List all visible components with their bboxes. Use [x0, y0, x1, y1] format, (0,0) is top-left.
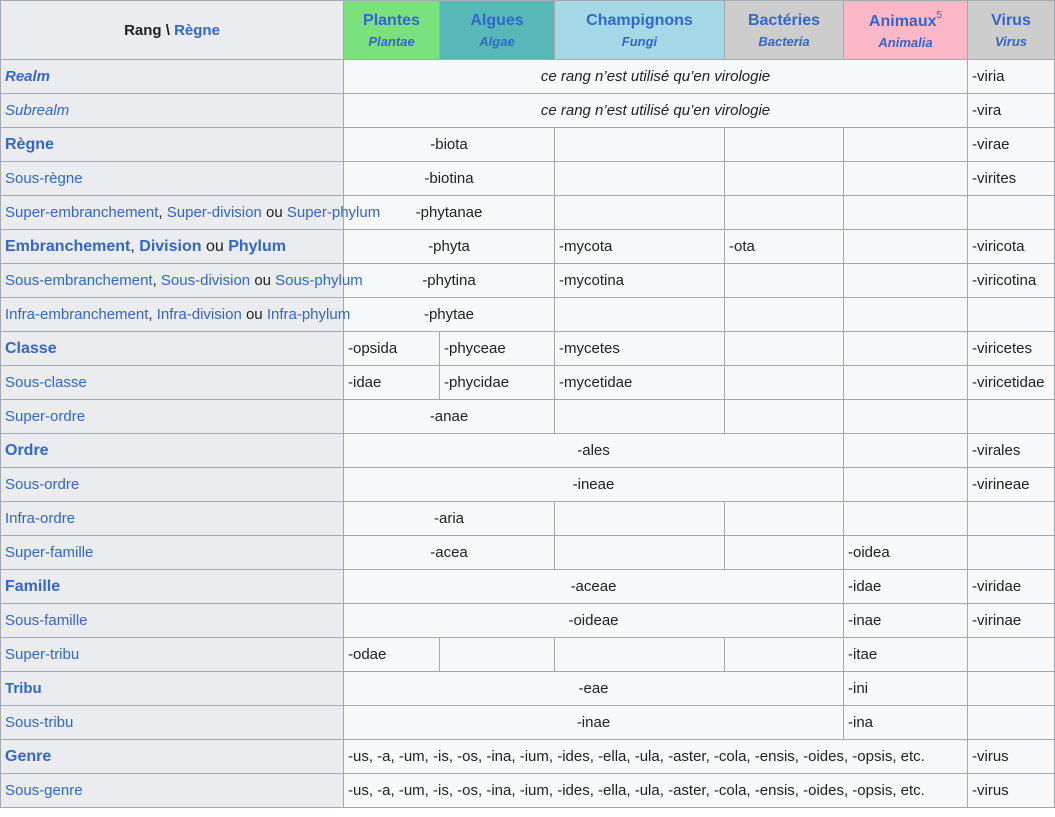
rank-cell	[1, 128, 344, 162]
kingdom-header-champignons	[555, 1, 725, 60]
row-sous-regne	[1, 162, 1055, 196]
kingdom-header-algues	[440, 1, 555, 60]
empty-cell	[555, 536, 725, 570]
row-sous-tribu	[1, 706, 1055, 740]
suffix-cell: -ales	[344, 434, 844, 468]
rank-cell	[1, 60, 344, 94]
rank-link[interactable]: Infra-division	[156, 306, 242, 323]
virus-suffix-cell: -viria	[968, 60, 1055, 94]
row-famille	[1, 570, 1055, 604]
rank-cell	[1, 604, 344, 638]
comma: ,	[148, 306, 157, 323]
empty-cell	[725, 332, 844, 366]
empty-cell	[555, 196, 725, 230]
kingdom-name-link[interactable]: Algues	[470, 11, 524, 29]
rank-cell	[1, 468, 344, 502]
suffix-cell: -ota	[725, 230, 844, 264]
kingdom-name-wrap	[846, 10, 965, 31]
row-realm	[1, 60, 1055, 94]
suffix-cell: -idae	[344, 366, 440, 400]
rank-link[interactable]: Sous-famille	[5, 612, 88, 629]
rank-link[interactable]: Famille	[5, 577, 61, 595]
row-super-famille	[1, 536, 1055, 570]
empty-cell	[844, 128, 968, 162]
empty-cell	[725, 264, 844, 298]
rank-cell	[1, 740, 344, 774]
empty-cell	[440, 638, 555, 672]
kingdom-latin-link[interactable]: Plantae	[368, 33, 415, 49]
kingdom-latin-link[interactable]: Virus	[994, 33, 1028, 49]
suffix-cell: -phytae	[344, 298, 555, 332]
suffix-cell: -acea	[344, 536, 555, 570]
rank-link[interactable]: Subrealm	[5, 102, 70, 119]
virus-suffix-cell: -viricetes	[968, 332, 1055, 366]
kingdom-name-link[interactable]: Plantes	[363, 11, 420, 29]
suffix-cell: -phytanae	[344, 196, 555, 230]
kingdom-header-bacteries	[725, 1, 844, 60]
suffix-cell: -anae	[344, 400, 555, 434]
virus-suffix-cell: -virae	[968, 128, 1055, 162]
rang-label: Rang	[124, 21, 162, 39]
comma: ,	[152, 272, 161, 289]
rank-link[interactable]: Sous-genre	[5, 782, 83, 799]
empty-cell	[968, 706, 1055, 740]
rank-link[interactable]: Division	[139, 237, 202, 255]
empty-cell	[968, 672, 1055, 706]
kingdom-latin-link[interactable]: Algae	[479, 33, 515, 49]
suffix-cell: -opsida	[344, 332, 440, 366]
empty-cell	[555, 298, 725, 332]
rank-cell	[1, 196, 381, 230]
rank-cell	[1, 502, 344, 536]
header-row	[1, 1, 1055, 60]
ou-text: ou	[245, 306, 263, 323]
empty-cell	[725, 536, 844, 570]
rank-link[interactable]: Classe	[5, 339, 57, 357]
suffix-cell: -mycota	[555, 230, 725, 264]
suffix-cell: -us, -a, -um, -is, -os, -ina, -ium, -ides, -ella, -ula, -aster, -cola, -ensis, -oides, -opsis, etc.	[344, 740, 968, 774]
rank-cell	[1, 774, 344, 808]
row-ordre	[1, 434, 1055, 468]
empty-cell	[725, 162, 844, 196]
kingdom-header-virus	[968, 1, 1055, 60]
corner-header	[1, 1, 344, 60]
kingdom-latin-link[interactable]: Bacteria	[758, 33, 810, 49]
row-sous-ordre	[1, 468, 1055, 502]
empty-cell	[844, 366, 968, 400]
rank-link[interactable]: Infra-embranchement	[5, 306, 149, 323]
empty-cell	[844, 298, 968, 332]
virus-suffix-cell: -virus	[968, 740, 1055, 774]
row-sous-embranchement	[1, 264, 1055, 298]
empty-cell	[968, 196, 1055, 230]
rank-cell	[1, 400, 344, 434]
suffix-cell: -itae	[844, 638, 968, 672]
corner-separator: \	[161, 21, 175, 39]
suffix-cell: -mycetidae	[555, 366, 725, 400]
empty-cell	[725, 366, 844, 400]
suffix-cell: -mycotina	[555, 264, 725, 298]
empty-cell	[725, 400, 844, 434]
rank-link[interactable]: Super-embranchement	[5, 204, 159, 221]
empty-cell	[968, 536, 1055, 570]
virus-suffix-cell: -virites	[968, 162, 1055, 196]
virus-suffix-cell: -virus	[968, 774, 1055, 808]
comma: ,	[158, 204, 167, 221]
rank-link[interactable]: Embranchement	[5, 237, 131, 255]
row-super-ordre	[1, 400, 1055, 434]
rank-cell	[1, 434, 344, 468]
suffix-cell: -eae	[344, 672, 844, 706]
suffix-cell: -oidea	[844, 536, 968, 570]
empty-cell	[844, 502, 968, 536]
virus-suffix-cell: -virineae	[968, 468, 1055, 502]
row-subrealm	[1, 94, 1055, 128]
rank-link[interactable]: Infra-ordre	[5, 510, 76, 527]
empty-cell	[555, 400, 725, 434]
empty-cell	[968, 400, 1055, 434]
rank-link[interactable]: Sous-embranchement	[5, 272, 153, 289]
suffix-cell: -us, -a, -um, -is, -os, -ina, -ium, -ides, -ella, -ula, -aster, -cola, -ensis, -oides, -opsis, etc.	[344, 774, 968, 808]
empty-cell	[844, 264, 968, 298]
suffix-cell: -odae	[344, 638, 440, 672]
empty-cell	[968, 502, 1055, 536]
rank-link[interactable]: Sous-phylum	[275, 272, 363, 289]
empty-cell	[725, 502, 844, 536]
rank-cell	[1, 570, 344, 604]
rank-cell	[1, 332, 344, 366]
empty-cell	[555, 638, 725, 672]
empty-cell	[725, 298, 844, 332]
row-genre	[1, 740, 1055, 774]
rank-cell	[1, 230, 344, 264]
suffix-cell: -idae	[844, 570, 968, 604]
rank-cell	[1, 264, 363, 298]
kingdom-latin-link[interactable]: Fungi	[621, 33, 658, 49]
suffix-cell: -ini	[844, 672, 968, 706]
note-cell: ce rang n’est utilisé qu’en virologie	[344, 94, 968, 128]
rank-link[interactable]: Super-phylum	[286, 204, 381, 221]
rank-link[interactable]: Genre	[5, 747, 52, 765]
suffix-cell: -inae	[344, 706, 844, 740]
suffix-cell: -phytina	[344, 264, 555, 298]
virus-suffix-cell: -virales	[968, 434, 1055, 468]
row-super-tribu	[1, 638, 1055, 672]
suffix-cell: -oideae	[344, 604, 844, 638]
virus-suffix-cell: -viricotina	[968, 264, 1055, 298]
rank-link[interactable]: Sous-classe	[5, 374, 87, 391]
rank-link[interactable]: Infra-phylum	[266, 306, 351, 323]
suffix-cell: -aceae	[344, 570, 844, 604]
kingdom-name-link[interactable]: Animaux	[868, 13, 937, 30]
rank-cell	[1, 638, 344, 672]
suffix-cell: -phyta	[344, 230, 555, 264]
rank-cell	[1, 162, 344, 196]
kingdom-header-plantes	[344, 1, 440, 60]
kingdom-header-animaux	[844, 1, 968, 60]
row-sous-genre	[1, 774, 1055, 808]
empty-cell	[725, 196, 844, 230]
rank-link[interactable]: Tribu	[5, 680, 42, 697]
ou-text: ou	[254, 272, 271, 289]
row-embranchement	[1, 230, 1055, 264]
suffix-cell: -aria	[344, 502, 555, 536]
rank-link[interactable]: Realm	[5, 68, 51, 85]
suffix-cell: -phyceae	[440, 332, 555, 366]
empty-cell	[844, 230, 968, 264]
row-classe	[1, 332, 1055, 366]
empty-cell	[844, 434, 968, 468]
kingdom-name-link[interactable]: Virus	[991, 11, 1031, 29]
virus-suffix-cell: -viricetidae	[968, 366, 1055, 400]
rank-cell	[1, 536, 344, 570]
empty-cell	[725, 128, 844, 162]
note-cell: ce rang n’est utilisé qu’en virologie	[344, 60, 968, 94]
rank-link[interactable]: Super-division	[166, 204, 262, 221]
comma: ,	[130, 237, 140, 255]
kingdom-name-link[interactable]: Champignons	[586, 11, 693, 29]
suffix-cell: -ineae	[344, 468, 844, 502]
empty-cell	[968, 638, 1055, 672]
row-infra-ordre	[1, 502, 1055, 536]
row-sous-famille	[1, 604, 1055, 638]
rank-link[interactable]: Sous-tribu	[5, 714, 74, 731]
virus-suffix-cell: -viricota	[968, 230, 1055, 264]
row-regne	[1, 128, 1055, 162]
suffix-cell: -ina	[844, 706, 968, 740]
empty-cell	[725, 638, 844, 672]
empty-cell	[555, 502, 725, 536]
empty-cell	[844, 196, 968, 230]
empty-cell	[844, 400, 968, 434]
ou-text: ou	[205, 237, 224, 255]
virus-suffix-cell: -viridae	[968, 570, 1055, 604]
suffix-cell: -phycidae	[440, 366, 555, 400]
rank-link[interactable]: Ordre	[5, 441, 49, 459]
virus-suffix-cell: -virinae	[968, 604, 1055, 638]
row-super-embranchement	[1, 196, 1055, 230]
empty-cell	[555, 128, 725, 162]
suffix-cell: -biota	[344, 128, 555, 162]
rank-link[interactable]: Phylum	[228, 237, 286, 255]
rank-cell	[1, 298, 351, 332]
regne-link[interactable]: Règne	[174, 21, 220, 39]
kingdom-latin-link[interactable]: Animalia	[878, 35, 933, 50]
rank-link[interactable]: Sous-ordre	[5, 476, 80, 493]
footnote-link[interactable]: 5	[936, 10, 943, 21]
rank-cell	[1, 94, 344, 128]
suffix-cell: -inae	[844, 604, 968, 638]
empty-cell	[844, 162, 968, 196]
rank-link[interactable]: Règne	[5, 135, 54, 153]
rank-cell	[1, 706, 344, 740]
row-tribu	[1, 672, 1055, 706]
rank-link[interactable]: Super-ordre	[5, 408, 86, 425]
rank-cell	[1, 366, 344, 400]
rank-link[interactable]: Sous-règne	[5, 170, 83, 187]
rank-link[interactable]: Sous-division	[160, 272, 251, 289]
suffix-cell: -mycetes	[555, 332, 725, 366]
empty-cell	[555, 162, 725, 196]
kingdom-name-link[interactable]: Bactéries	[747, 11, 821, 29]
row-infra-embranchement	[1, 298, 1055, 332]
ou-text: ou	[265, 204, 283, 221]
empty-cell	[844, 468, 968, 502]
empty-cell	[844, 332, 968, 366]
rank-cell	[1, 672, 344, 706]
virus-suffix-cell: -vira	[968, 94, 1055, 128]
empty-cell	[968, 298, 1055, 332]
rank-link[interactable]: Super-famille	[5, 544, 94, 561]
row-sous-classe	[1, 366, 1055, 400]
suffix-cell: -biotina	[344, 162, 555, 196]
rank-link[interactable]: Super-tribu	[5, 646, 80, 663]
